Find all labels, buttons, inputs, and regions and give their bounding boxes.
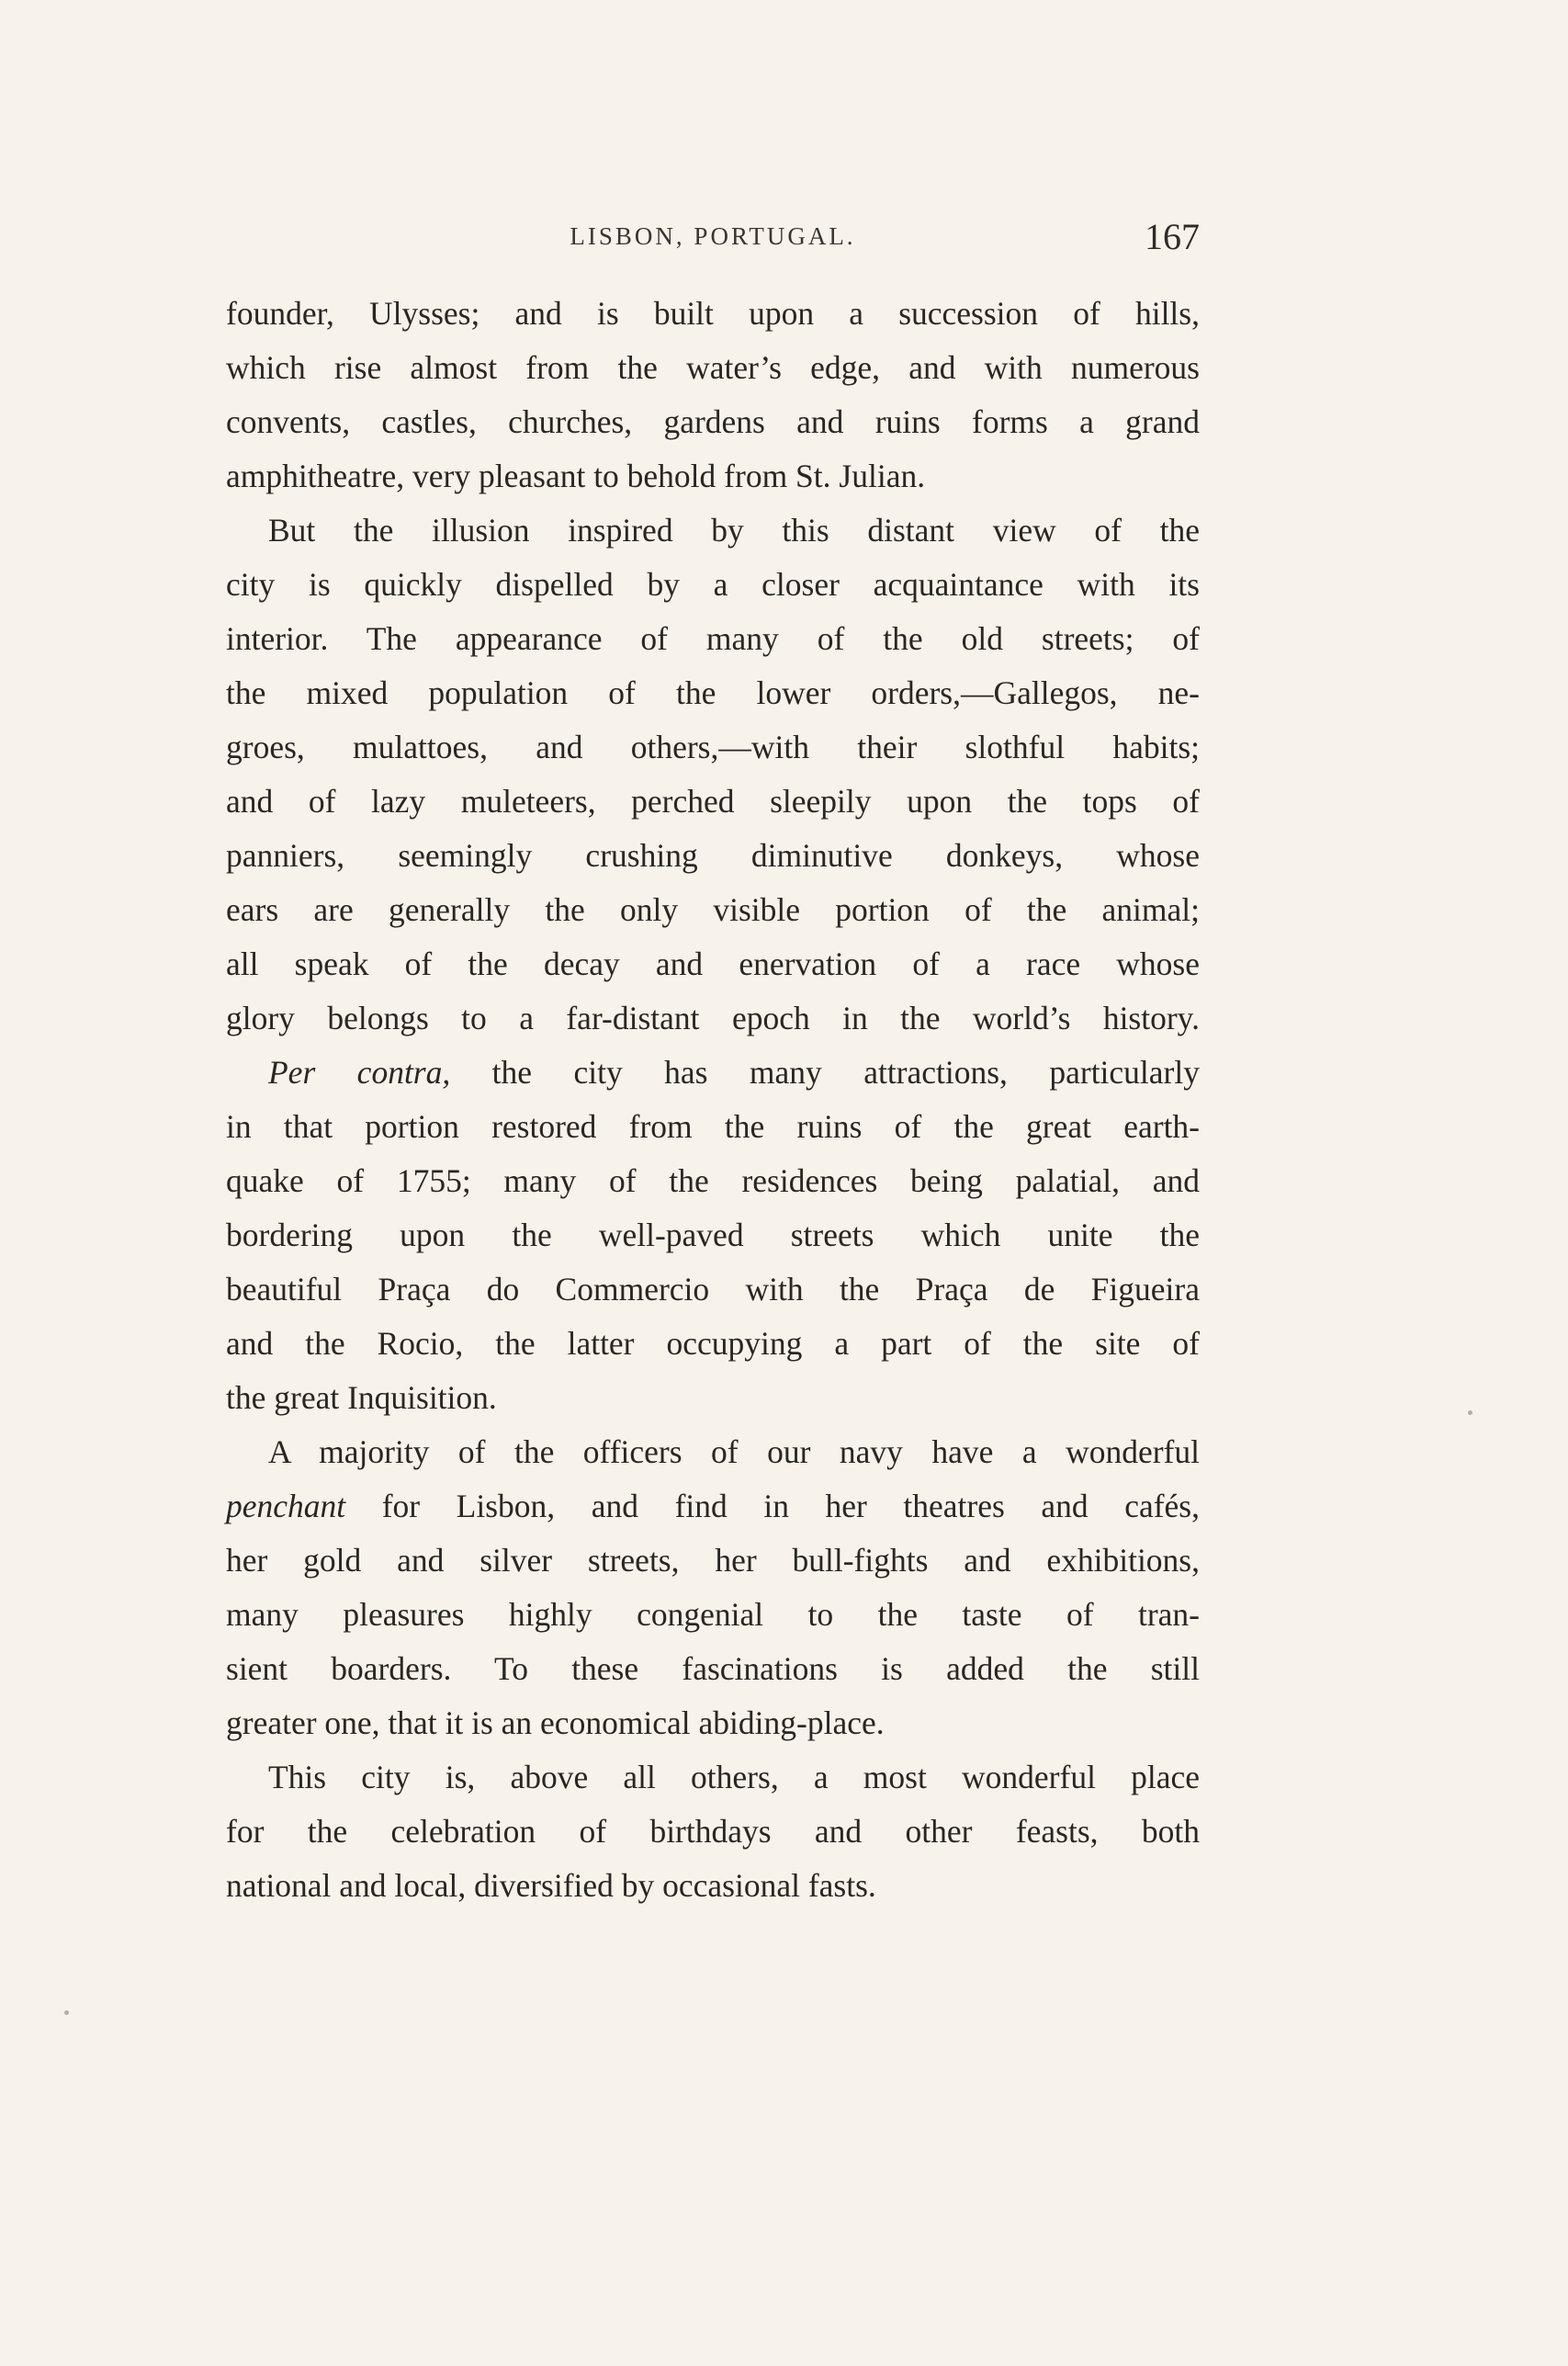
line: greater one, that it is an economical abiding-place. (226, 1704, 885, 1741)
line: But the illusion inspired by this distant view of the (268, 512, 1200, 549)
paragraph-2-cont (226, 991, 1200, 1046)
line: her gold and silver streets, her bull-fights and exhibitions, (226, 1542, 1200, 1579)
body-text (226, 287, 1200, 1913)
line: bordering upon the well-paved streets which unite the (226, 1217, 1200, 1253)
paragraph-3-cont (226, 1154, 1200, 1208)
paragraph-3 (226, 1046, 1200, 1100)
line: the mixed population of the lower orders,—Gallegos, ne- (226, 674, 1200, 711)
paper-speck (64, 2010, 69, 2015)
line: groes, mulattoes, and others,—with their slothful habits; (226, 729, 1200, 765)
paragraph-4-cont (226, 1588, 1200, 1642)
paragraph-2-cont (226, 775, 1200, 829)
line: for Lisbon, and find in her theatres and cafés, (345, 1488, 1200, 1524)
paragraph-2 (226, 504, 1200, 558)
emphasis-text: penchant (226, 1488, 346, 1524)
line: interior. The appearance of many of the old streets; of (226, 620, 1200, 657)
line: sient boarders. To these fascinations is added the still (226, 1650, 1200, 1687)
paragraph-2-cont (226, 937, 1200, 991)
paragraph-4-end (226, 1696, 1200, 1750)
line: the great Inquisition. (226, 1379, 497, 1416)
paragraph-4-cont (226, 1479, 1200, 1534)
paragraph-4-cont (226, 1534, 1200, 1588)
paragraph-3-cont (226, 1100, 1200, 1154)
paragraph-5-cont (226, 1805, 1200, 1859)
line: amphitheatre, very pleasant to behold from St. Julian. (226, 458, 926, 494)
paragraph-4 (226, 1425, 1200, 1479)
paragraph-3-cont (226, 1317, 1200, 1371)
page-number: 167 (1145, 216, 1200, 257)
paragraph-3-end (226, 1371, 1200, 1425)
line: many pleasures highly congenial to the taste of tran- (226, 1596, 1200, 1633)
paragraph-5 (226, 1750, 1200, 1805)
line: This city is, above all others, a most wonderful place (268, 1759, 1200, 1795)
line: beautiful Praça do Commercio with the Praça de Figueira (226, 1271, 1200, 1308)
line: city is quickly dispelled by a closer acquaintance with its (226, 566, 1200, 603)
line: ears are generally the only visible portion of the animal; (226, 891, 1200, 928)
line: founder, Ulysses; and is built upon a succession of hills, (226, 295, 1200, 332)
paragraph-3-cont (226, 1262, 1200, 1317)
paragraph-1-end (226, 449, 1200, 504)
paragraph-4-cont (226, 1642, 1200, 1696)
paragraph-1 (226, 287, 1200, 449)
line: and of lazy muleteers, perched sleepily upon the tops of (226, 783, 1200, 820)
paragraph-5-end (226, 1859, 1200, 1913)
line: glory belongs to a far-distant epoch in the world’s history. (226, 1000, 1200, 1036)
line: for the celebration of birthdays and other feasts, both (226, 1813, 1200, 1850)
paragraph-2-cont (226, 883, 1200, 937)
line: in that portion restored from the ruins of the great earth- (226, 1108, 1200, 1145)
line: and the Rocio, the latter occupying a part of the site of (226, 1325, 1200, 1362)
paragraph-2-cont (226, 558, 1200, 612)
line: national and local, diversified by occasional fasts. (226, 1867, 876, 1904)
line: convents, castles, churches, gardens and ruins forms a grand (226, 403, 1200, 440)
running-head (226, 215, 1200, 261)
paragraph-3-cont (226, 1208, 1200, 1262)
paragraph-2-cont (226, 612, 1200, 666)
line: quake of 1755; many of the residences being palatial, and (226, 1162, 1200, 1199)
line: all speak of the decay and enervation of a race whose (226, 945, 1200, 982)
running-head-title: LISBON, PORTUGAL. (570, 222, 856, 250)
line: the city has many attractions, particularly (450, 1054, 1200, 1091)
paragraph-2-cont (226, 666, 1200, 720)
emphasis-text: Per contra, (268, 1054, 451, 1091)
paragraph-2-cont (226, 829, 1200, 883)
line: panniers, seemingly crushing diminutive donkeys, whose (226, 837, 1200, 874)
paper-speck (1468, 1410, 1472, 1415)
line: which rise almost from the water’s edge, and with numerous (226, 349, 1200, 386)
line: A majority of the officers of our navy have a wonderful (268, 1433, 1200, 1470)
paragraph-2-cont (226, 720, 1200, 775)
